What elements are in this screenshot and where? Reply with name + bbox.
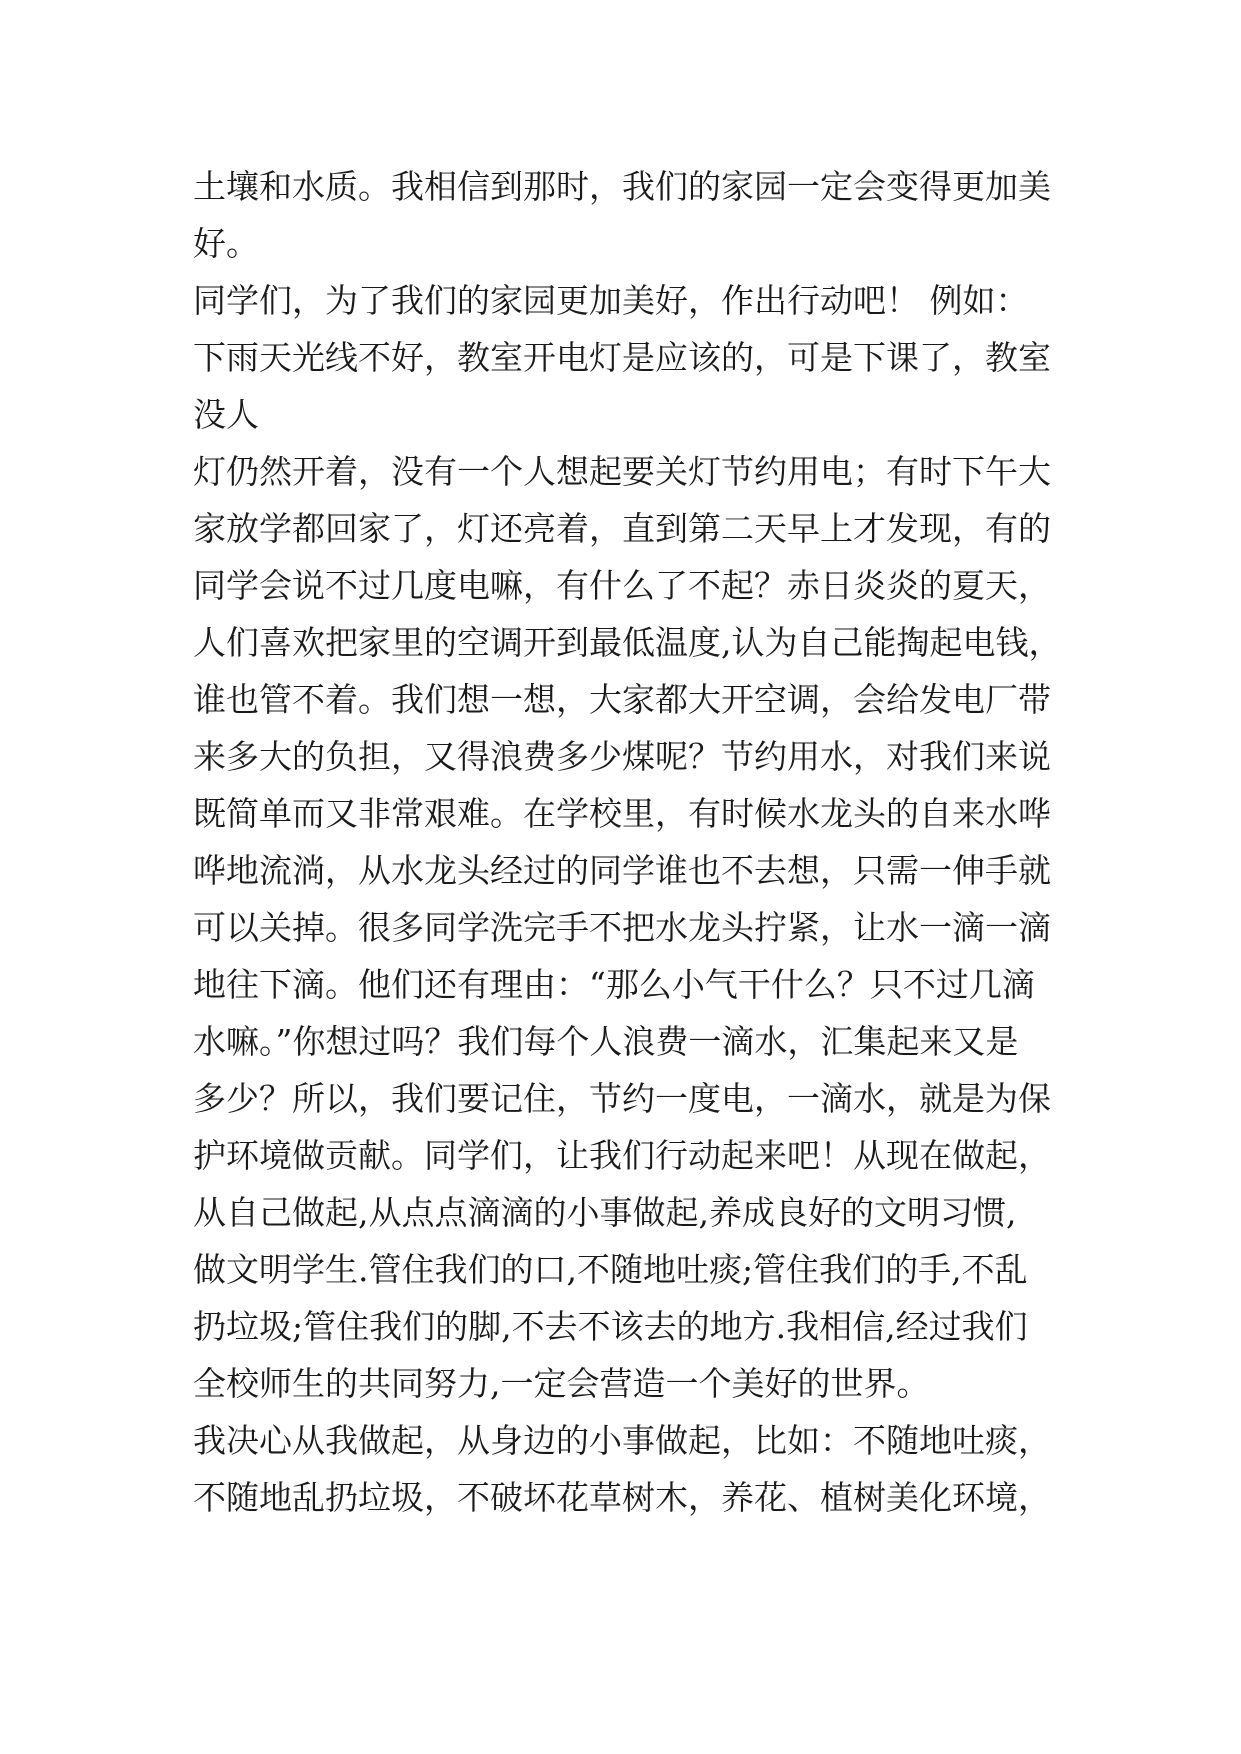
text-line: 好。: [193, 224, 259, 263]
text-line: 我决心从我做起，从身边的小事做起，比如：不随地吐痰，: [193, 1421, 1051, 1460]
text-line: 同学会说不过几度电嘛，有什么了不起？赤日炎炎的夏天，: [193, 566, 1051, 605]
text-line: 家放学都回家了，灯还亮着，直到第二天早上才发现，有的: [193, 509, 1051, 548]
text-line: 灯仍然开着，没有一个人想起要关灯节约用电；有时下午大: [193, 452, 1051, 491]
text-line: 人们喜欢把家里的空调开到最低温度,认为自己能掏起电钱，: [193, 623, 1062, 662]
text-line: 护环境做贡献。同学们，让我们行动起来吧！从现在做起，: [193, 1136, 1051, 1175]
text-line: 做文明学生.管住我们的口,不随地吐痰;管住我们的手,不乱: [193, 1250, 1028, 1289]
text-line: 同学们，为了我们的家园更加美好，作出行动吧！ 例如：: [193, 281, 1029, 320]
text-line: 哗地流淌，从水龙头经过的同学谁也不去想，只需一伸手就: [193, 851, 1051, 890]
text-line: 既简单而又非常艰难。在学校里，有时候水龙头的自来水哗: [193, 794, 1051, 833]
text-line: 下雨天光线不好，教室开电灯是应该的，可是下课了，教室: [193, 338, 1051, 377]
text-line: 多少？所以，我们要记住，节约一度电，一滴水，就是为保: [193, 1079, 1051, 1118]
text-line: 土壤和水质。我相信到那时，我们的家园一定会变得更加美: [193, 167, 1051, 206]
text-line: 可以关掉。很多同学洗完手不把水龙头拧紧，让水一滴一滴: [193, 908, 1051, 947]
text-line: 不随地乱扔垃圾，不破坏花草树木，养花、植树美化环境，: [193, 1478, 1051, 1517]
text-line: 来多大的负担，又得浪费多少煤呢？节约用水，对我们来说: [193, 737, 1051, 776]
text-line: 全校师生的共同努力,一定会营造一个美好的世界。: [193, 1364, 930, 1403]
text-line: 扔垃圾;管住我们的脚,不去不该去的地方.我相信,经过我们: [193, 1307, 1028, 1346]
text-line: 水嘛。”你想过吗？我们每个人浪费一滴水，汇集起来又是: [193, 1022, 1019, 1061]
text-line: 地往下滴。他们还有理由：“那么小气干什么？只不过几滴: [193, 965, 1035, 1004]
text-line: 没人: [193, 395, 259, 434]
text-line: 谁也管不着。我们想一想，大家都大开空调，会给发电厂带: [193, 680, 1051, 719]
text-line: 从自己做起,从点点滴滴的小事做起,养成良好的文明习惯,: [193, 1193, 1017, 1232]
document-body: [193, 158, 1073, 1526]
